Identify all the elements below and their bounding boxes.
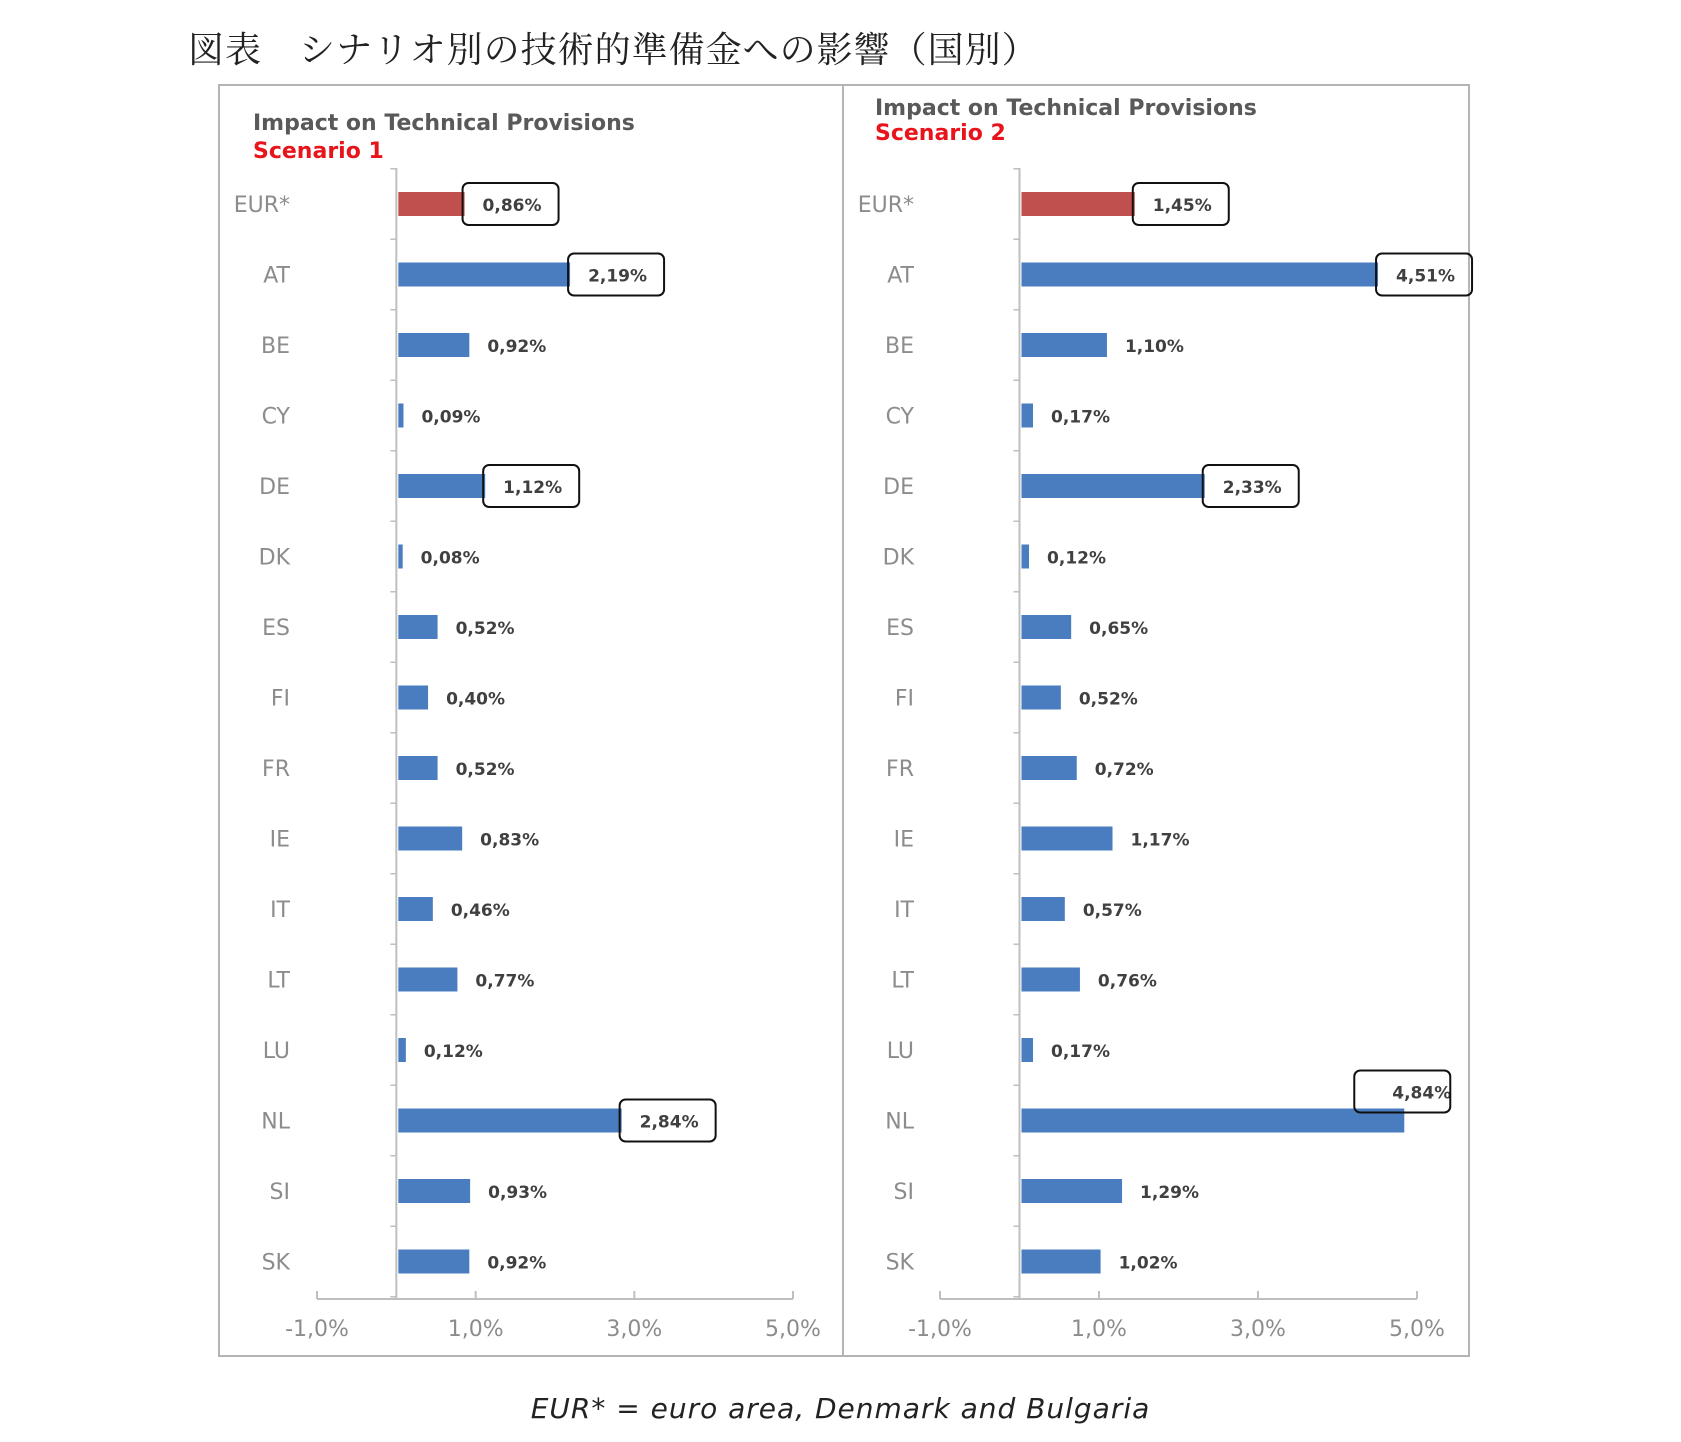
category-label: AT — [887, 263, 914, 289]
bar — [1022, 897, 1065, 921]
data-label: 1,02% — [1118, 1253, 1178, 1274]
data-label: 1,12% — [503, 478, 563, 498]
x-tick-label: 3,0% — [1230, 1317, 1286, 1342]
chart-scenario-1 — [234, 111, 821, 1342]
bar — [1022, 474, 1205, 498]
category-label: SI — [269, 1180, 290, 1205]
chart-subtitle: Scenario 2 — [875, 121, 1006, 146]
category-label: LT — [267, 968, 290, 994]
bar — [1022, 1250, 1101, 1274]
bar — [1022, 333, 1107, 357]
data-label: 0,46% — [450, 901, 510, 921]
data-label: 0,52% — [1078, 689, 1138, 710]
x-tick-label: 3,0% — [606, 1317, 663, 1342]
data-label: 1,29% — [1140, 1183, 1200, 1203]
category-label: SI — [893, 1180, 914, 1205]
bar — [398, 827, 462, 851]
bar — [1022, 1038, 1034, 1062]
category-label: FI — [894, 686, 914, 712]
chart-scenario-2 — [858, 96, 1472, 1342]
bar — [398, 615, 437, 639]
bar — [398, 333, 469, 357]
bar — [398, 1179, 470, 1203]
data-label: 0,92% — [487, 337, 547, 357]
category-label: LT — [891, 968, 914, 994]
x-tick-label: 1,0% — [1071, 1317, 1127, 1342]
x-tick-label: -1,0% — [285, 1317, 349, 1342]
data-label: 0,08% — [420, 548, 480, 569]
category-label: CY — [261, 404, 290, 430]
data-label: 0,86% — [482, 196, 542, 216]
data-label: 4,51% — [1396, 266, 1456, 287]
bar — [398, 263, 570, 287]
footnote: EUR* = euro area, Denmark and Bulgaria — [530, 1392, 1151, 1425]
data-label: 0,09% — [421, 407, 481, 428]
data-label: 0,12% — [423, 1042, 483, 1062]
category-label: DE — [883, 475, 914, 500]
data-label: 0,12% — [1047, 548, 1107, 569]
bar — [398, 404, 403, 428]
bar — [1022, 686, 1061, 710]
category-label: IT — [894, 898, 914, 923]
data-label: 0,57% — [1082, 901, 1142, 921]
bar — [398, 1250, 469, 1274]
bar — [1022, 192, 1135, 216]
category-label: CY — [885, 404, 914, 430]
data-label: 0,40% — [446, 689, 506, 710]
category-label: ES — [886, 616, 914, 641]
bar — [398, 192, 464, 216]
category-label: SK — [261, 1250, 290, 1276]
bar — [398, 968, 457, 992]
category-label: AT — [263, 263, 290, 289]
bar — [1022, 404, 1034, 428]
category-label: DE — [259, 475, 290, 500]
data-label: 0,77% — [475, 971, 535, 992]
category-label: NL — [261, 1109, 290, 1135]
chart-title: Impact on Technical Provisions — [875, 96, 1257, 121]
category-label: IT — [270, 898, 290, 923]
category-label: LU — [886, 1039, 914, 1064]
bar — [1022, 756, 1077, 780]
data-label: 0,17% — [1051, 1042, 1110, 1062]
data-label: 2,84% — [639, 1112, 699, 1133]
category-label: SK — [885, 1250, 914, 1276]
category-label: EUR* — [857, 193, 914, 218]
data-label: 2,33% — [1222, 478, 1282, 498]
category-label: FR — [886, 757, 914, 782]
category-label: LU — [262, 1039, 290, 1064]
bar — [398, 1109, 621, 1133]
x-tick-label: 5,0% — [765, 1317, 821, 1342]
data-label: 0,65% — [1089, 619, 1149, 639]
data-label: 4,84% — [1392, 1083, 1452, 1104]
category-label: IE — [893, 827, 914, 853]
bar — [398, 756, 437, 780]
chart-subtitle: Scenario 1 — [253, 139, 384, 164]
data-label: 1,10% — [1124, 337, 1184, 357]
category-label: DK — [882, 545, 914, 571]
bar — [1022, 263, 1379, 287]
bar — [1022, 545, 1030, 569]
bar — [398, 474, 485, 498]
data-label: 0,92% — [487, 1253, 547, 1274]
bar — [1022, 968, 1080, 992]
bar — [398, 545, 402, 569]
data-label: 0,52% — [455, 619, 515, 639]
x-tick-label: 5,0% — [1389, 1317, 1445, 1342]
x-tick-label: 1,0% — [447, 1317, 504, 1342]
bar — [1022, 827, 1113, 851]
bar — [398, 686, 428, 710]
category-label: DK — [258, 545, 290, 571]
data-label: 0,76% — [1097, 971, 1157, 992]
category-label: BE — [261, 334, 290, 359]
data-label: 0,93% — [488, 1183, 548, 1203]
category-label: BE — [885, 334, 914, 359]
bar — [398, 1038, 406, 1062]
category-label: IE — [269, 827, 290, 853]
category-label: FR — [262, 757, 290, 782]
bar — [1022, 1179, 1123, 1203]
data-label: 0,83% — [480, 830, 540, 851]
bar — [1022, 1109, 1405, 1133]
page-title: 図表 シナリオ別の技術的準備金への影響（国別） — [188, 30, 1039, 71]
x-tick-label: -1,0% — [908, 1317, 972, 1342]
category-label: NL — [885, 1109, 914, 1135]
bar — [398, 897, 432, 921]
data-label: 0,17% — [1051, 407, 1110, 428]
data-label: 2,19% — [588, 266, 648, 287]
category-label: EUR* — [233, 193, 290, 218]
data-label: 1,17% — [1130, 830, 1190, 851]
category-label: ES — [262, 616, 290, 641]
data-label: 0,52% — [455, 760, 515, 780]
data-label: 0,72% — [1094, 760, 1154, 780]
data-label: 1,45% — [1152, 196, 1212, 216]
chart-title: Impact on Technical Provisions — [253, 111, 635, 136]
category-label: FI — [270, 686, 290, 712]
bar — [1022, 615, 1072, 639]
